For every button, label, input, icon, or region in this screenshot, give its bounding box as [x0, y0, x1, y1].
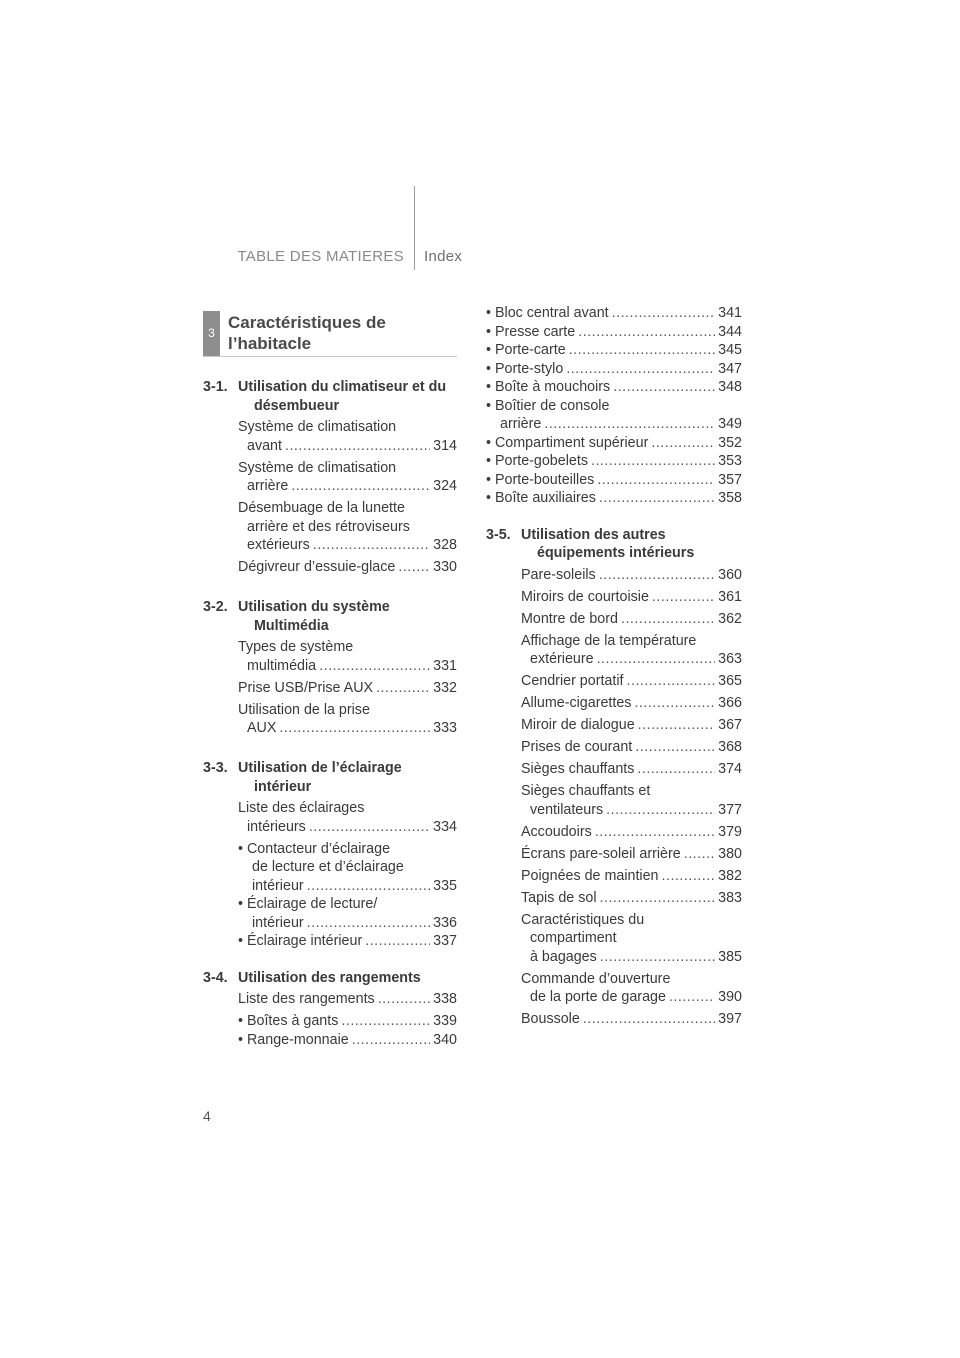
- dot-leader: [638, 716, 715, 735]
- toc-entry[interactable]: [238, 418, 457, 455]
- toc-entry[interactable]: [238, 499, 457, 555]
- dot-leader: [591, 452, 715, 471]
- entry-page-number: 365: [718, 673, 742, 689]
- entry-last-line: [238, 679, 457, 698]
- entry-text-line: Désembuage de la lunette: [238, 500, 405, 516]
- entry-page-number: 366: [718, 695, 742, 711]
- page-number: 4: [203, 1108, 211, 1124]
- entry-text-line: Types de système: [238, 639, 354, 655]
- dot-leader: [578, 323, 715, 342]
- entry-page-number: 349: [718, 416, 742, 432]
- entry-label: Montre de bord: [521, 610, 618, 627]
- entry-last-line: [521, 716, 742, 735]
- entry-page-number: 360: [718, 566, 742, 583]
- index-link[interactable]: Index: [424, 248, 463, 265]
- entry-page-number: 348: [718, 379, 742, 395]
- entry-last-line: [521, 650, 742, 669]
- dot-leader: [285, 437, 430, 456]
- entry-last-line: [486, 471, 742, 490]
- entry-list: [486, 304, 742, 508]
- section-spacer: [203, 741, 457, 759]
- entry-last-line: [486, 452, 742, 471]
- entry-last-line: [238, 877, 457, 896]
- entry-last-line: [521, 738, 742, 757]
- entry-last-line: [521, 889, 742, 908]
- dot-leader: [652, 588, 715, 607]
- toc-entry[interactable]: [521, 716, 742, 735]
- toc-entry[interactable]: [486, 397, 742, 434]
- section-title-text: [238, 969, 457, 988]
- entry-last-line: [521, 823, 742, 842]
- entry-page-number: 331: [433, 657, 457, 674]
- dot-leader: [637, 760, 715, 779]
- toc-entry[interactable]: [521, 1010, 742, 1029]
- entry-label: à bagages: [530, 948, 597, 965]
- toc-entry[interactable]: [486, 378, 742, 397]
- entry-page-number: 380: [718, 845, 742, 862]
- toc-entry[interactable]: [521, 889, 742, 908]
- entry-page-number: 382: [718, 867, 742, 884]
- entry-label: extérieurs: [247, 537, 310, 553]
- dot-leader: [627, 672, 716, 691]
- entry-last-line: [521, 1010, 742, 1029]
- dot-leader: [376, 679, 430, 698]
- entry-last-line: [521, 694, 742, 713]
- toc-entry[interactable]: [486, 304, 742, 323]
- dot-leader: [544, 415, 715, 434]
- entry-page-number: 340: [433, 1031, 457, 1048]
- dot-leader: [684, 845, 715, 864]
- entry-last-line: [238, 818, 457, 837]
- entry-label: • Boîte auxiliaires: [486, 490, 596, 506]
- toc-entry[interactable]: [521, 760, 742, 779]
- dot-leader: [595, 823, 715, 842]
- entry-page-number: 367: [718, 717, 742, 733]
- dot-leader: [606, 801, 715, 820]
- section-title-text: [521, 526, 742, 563]
- entry-page-number: 383: [718, 889, 742, 906]
- entry-page-number: 341: [718, 305, 742, 321]
- dot-leader: [635, 738, 715, 757]
- entry-label: Pare-soleils: [521, 566, 596, 583]
- entry-label: • Éclairage intérieur: [238, 933, 363, 949]
- section-title-line: intérieur: [254, 778, 312, 795]
- entry-page-number: 347: [718, 360, 742, 377]
- section-title-line: Utilisation des rangements: [238, 969, 421, 986]
- entry-page-number: 361: [718, 588, 742, 605]
- section-spacer: [203, 951, 457, 969]
- section-number: 3-3.: [203, 760, 228, 776]
- entry-last-line: [486, 378, 742, 397]
- entry-page-number: 332: [433, 679, 457, 696]
- section-spacer: [486, 508, 742, 526]
- entry-list: [203, 638, 457, 738]
- section-title-line: Multimédia: [254, 617, 329, 634]
- section-title-line: Utilisation des autres: [521, 526, 666, 543]
- entry-label: extérieure: [530, 651, 594, 667]
- section-title: [203, 759, 457, 796]
- entry-last-line: [238, 1012, 457, 1031]
- toc-entry[interactable]: [238, 558, 457, 577]
- entry-page-number: 363: [718, 651, 742, 667]
- section-title-text: [238, 378, 457, 415]
- entry-label: avant: [247, 437, 282, 454]
- entry-page-number: 397: [718, 1011, 742, 1027]
- section-title-line: Utilisation de l’éclairage: [238, 760, 402, 776]
- toc-entry[interactable]: [521, 911, 742, 967]
- toc-column-right: [486, 304, 742, 1032]
- section-title-text: [238, 598, 457, 635]
- entry-text-line: • Contacteur d’éclairage: [238, 840, 391, 857]
- dot-leader: [634, 694, 715, 713]
- dot-leader: [352, 1031, 430, 1050]
- toc-entry[interactable]: [238, 701, 457, 738]
- dot-leader: [309, 818, 430, 837]
- entry-label: Écrans pare-soleil arrière: [521, 845, 681, 862]
- dot-leader: [569, 341, 715, 360]
- entry-label: Cendrier portatif: [521, 673, 624, 689]
- toc-entry[interactable]: [238, 990, 457, 1009]
- entry-page-number: 374: [718, 761, 742, 777]
- section-title-line: Utilisation du système: [238, 599, 390, 615]
- entry-last-line: [238, 657, 457, 676]
- toc-entry[interactable]: [521, 588, 742, 607]
- toc-entry[interactable]: [521, 845, 742, 864]
- entry-last-line: [521, 801, 742, 820]
- entry-last-line: [486, 341, 742, 360]
- dot-leader: [612, 304, 716, 323]
- toc-entry[interactable]: [238, 638, 457, 675]
- dot-leader: [599, 566, 715, 585]
- entry-last-line: [486, 304, 742, 323]
- entry-list: [203, 990, 457, 1049]
- entry-page-number: 328: [433, 537, 457, 553]
- entry-page-number: 352: [718, 434, 742, 451]
- entry-label: AUX: [247, 720, 277, 736]
- entry-text-line: arrière et des rétroviseurs: [247, 518, 410, 535]
- entry-label: arrière: [247, 478, 289, 494]
- toc-entry[interactable]: [238, 932, 457, 951]
- entry-label: Sièges chauffants: [521, 761, 635, 777]
- entry-list: [486, 566, 742, 1029]
- dot-leader: [600, 948, 715, 967]
- entry-last-line: [238, 914, 457, 933]
- entry-text-line: Liste des éclairages: [238, 800, 365, 816]
- entry-label: Prise USB/Prise AUX: [238, 679, 374, 696]
- entry-last-line: [521, 948, 742, 967]
- entry-label: Tapis de sol: [521, 889, 597, 906]
- section-number: 3-1.: [203, 379, 228, 395]
- entry-label: intérieurs: [247, 818, 306, 835]
- entry-text-line: • Boîtier de console: [486, 397, 610, 414]
- chapter-number-tab: 3: [203, 311, 220, 356]
- entry-page-number: 377: [718, 801, 742, 818]
- toc-entry[interactable]: [521, 823, 742, 842]
- entry-page-number: 335: [433, 877, 457, 894]
- entry-label: • Porte-stylo: [486, 360, 564, 377]
- chapter-title: Caractéristiques de l’habitacle: [228, 313, 386, 353]
- entry-last-line: [486, 434, 742, 453]
- dot-leader: [313, 536, 430, 555]
- entry-text-line: compartiment: [530, 930, 617, 946]
- toc-entry[interactable]: [238, 840, 457, 896]
- entry-label: Liste des rangements: [238, 991, 375, 1007]
- entry-last-line: [238, 536, 457, 555]
- entry-last-line: [238, 719, 457, 738]
- entry-label: • Bloc central avant: [486, 305, 609, 321]
- entry-page-number: 362: [718, 610, 742, 627]
- entry-last-line: [521, 610, 742, 629]
- entry-last-line: [486, 360, 742, 379]
- entry-last-line: [521, 672, 742, 691]
- entry-label: • Presse carte: [486, 323, 576, 340]
- entry-page-number: 324: [433, 478, 457, 494]
- dot-leader: [378, 990, 430, 1009]
- toc-entry[interactable]: [238, 895, 457, 932]
- toc-entry[interactable]: [486, 489, 742, 508]
- entry-last-line: [238, 1031, 457, 1050]
- entry-label: Poignées de maintien: [521, 867, 659, 884]
- toc-entry[interactable]: [486, 471, 742, 490]
- dot-leader: [398, 558, 430, 577]
- toc-entry[interactable]: [521, 970, 742, 1007]
- dot-leader: [365, 932, 430, 951]
- entry-label: arrière: [500, 416, 542, 432]
- toc-entry[interactable]: [486, 341, 742, 360]
- entry-page-number: 314: [433, 437, 457, 454]
- toc-entry[interactable]: [521, 782, 742, 819]
- section-title-line: désembueur: [254, 397, 340, 414]
- dot-leader: [613, 378, 715, 397]
- entry-page-number: 368: [718, 739, 742, 755]
- entry-label: Prises de courant: [521, 739, 633, 755]
- entry-text-line: Utilisation de la prise: [238, 701, 370, 718]
- entry-last-line: [521, 566, 742, 585]
- entry-last-line: [521, 760, 742, 779]
- dot-leader: [341, 1012, 430, 1031]
- toc-entry[interactable]: [521, 610, 742, 629]
- entry-label: Miroirs de courtoisie: [521, 588, 649, 605]
- dot-leader: [597, 650, 716, 669]
- entry-last-line: [521, 588, 742, 607]
- entry-label: Allume-cigarettes: [521, 695, 632, 711]
- entry-page-number: 337: [433, 933, 457, 949]
- toc-entry[interactable]: [521, 566, 742, 585]
- toc-entry[interactable]: [521, 738, 742, 757]
- entry-last-line: [521, 988, 742, 1007]
- entry-last-line: [238, 932, 457, 951]
- entry-page-number: 345: [718, 342, 742, 358]
- entry-label: Accoudoirs: [521, 823, 592, 840]
- entry-list: [203, 418, 457, 577]
- entry-label: • Boîtes à gants: [238, 1013, 339, 1029]
- entry-last-line: [521, 845, 742, 864]
- entry-page-number: 330: [433, 559, 457, 575]
- entry-text-line: Sièges chauffants et: [521, 783, 651, 799]
- entry-label: intérieur: [252, 877, 304, 894]
- section-number: 3-5.: [486, 526, 511, 543]
- entry-label: • Compartiment supérieur: [486, 434, 649, 451]
- entry-label: • Porte-bouteilles: [486, 471, 595, 488]
- entry-label: intérieur: [252, 914, 304, 931]
- toc-entry[interactable]: [486, 360, 742, 379]
- toc-entry[interactable]: [486, 434, 742, 453]
- entry-label: • Porte-carte: [486, 342, 566, 358]
- entry-text-line: de lecture et d’éclairage: [252, 859, 404, 875]
- entry-text-line: Caractéristiques du: [521, 911, 645, 928]
- entry-page-number: 334: [433, 818, 457, 835]
- entry-page-number: 390: [718, 989, 742, 1005]
- entry-list: [203, 799, 457, 951]
- toc-entry[interactable]: [521, 632, 742, 669]
- entry-last-line: [486, 415, 742, 434]
- toc-entry[interactable]: [238, 1012, 457, 1031]
- entry-label: • Boîte à mouchoirs: [486, 379, 611, 395]
- entry-label: • Range-monnaie: [238, 1031, 349, 1048]
- entry-label: multimédia: [247, 657, 317, 674]
- section-title: [203, 598, 457, 635]
- entry-page-number: 333: [433, 720, 457, 736]
- entry-page-number: 379: [718, 823, 742, 840]
- dot-leader: [291, 477, 430, 496]
- entry-label: Boussole: [521, 1011, 580, 1027]
- toc-entry[interactable]: [521, 694, 742, 713]
- dot-leader: [597, 471, 715, 490]
- entry-last-line: [521, 867, 742, 886]
- section-title-line: équipements intérieurs: [537, 545, 695, 561]
- entry-label: ventilateurs: [530, 801, 604, 818]
- entry-last-line: [238, 558, 457, 577]
- entry-text-line: Commande d’ouverture: [521, 970, 671, 987]
- entry-label: de la porte de garage: [530, 989, 666, 1005]
- entry-text-line: Affichage de la température: [521, 632, 697, 649]
- entry-last-line: [238, 437, 457, 456]
- entry-page-number: 385: [718, 948, 742, 965]
- dot-leader: [600, 889, 716, 908]
- section-title: [203, 969, 457, 988]
- section-title-text: [238, 759, 457, 796]
- entry-page-number: 339: [433, 1013, 457, 1029]
- section-title: [486, 526, 742, 563]
- entry-page-number: 338: [433, 991, 457, 1007]
- entry-text-line: Système de climatisation: [238, 419, 397, 435]
- section-number: 3-4.: [203, 969, 228, 986]
- toc-column-left: [203, 378, 457, 1049]
- dot-leader: [307, 877, 430, 896]
- section-spacer: [203, 580, 457, 598]
- entry-last-line: [238, 477, 457, 496]
- dot-leader: [566, 360, 715, 379]
- dot-leader: [279, 719, 430, 738]
- entry-page-number: 353: [718, 453, 742, 469]
- toc-entry[interactable]: [486, 323, 742, 342]
- dot-leader: [319, 657, 430, 676]
- toc-entry[interactable]: [238, 1031, 457, 1050]
- dot-leader: [307, 914, 430, 933]
- dot-leader: [583, 1010, 715, 1029]
- dot-leader: [621, 610, 715, 629]
- section-title-line: Utilisation du climatiseur et du: [238, 379, 447, 395]
- toc-entry[interactable]: [238, 799, 457, 836]
- chapter-header: [203, 311, 457, 357]
- section-number: 3-2.: [203, 599, 228, 615]
- entry-label: Miroir de dialogue: [521, 717, 635, 733]
- entry-text-line: • Éclairage de lecture/: [238, 896, 378, 912]
- entry-text-line: Système de climatisation: [238, 459, 397, 476]
- entry-page-number: 336: [433, 914, 457, 931]
- section-title: [203, 378, 457, 415]
- entry-page-number: 358: [718, 490, 742, 506]
- toc-entry[interactable]: [486, 452, 742, 471]
- entry-label: • Porte-gobelets: [486, 453, 588, 469]
- toc-entry[interactable]: [238, 459, 457, 496]
- toc-entry[interactable]: [238, 679, 457, 698]
- toc-link[interactable]: TABLE DES MATIERES: [237, 248, 404, 265]
- dot-leader: [599, 489, 715, 508]
- dot-leader: [651, 434, 715, 453]
- dot-leader: [669, 988, 715, 1007]
- entry-page-number: 357: [718, 471, 742, 488]
- entry-last-line: [238, 990, 457, 1009]
- entry-page-number: 344: [718, 323, 742, 340]
- entry-label: Dégivreur d’essuie-glace: [238, 559, 396, 575]
- entry-last-line: [486, 323, 742, 342]
- toc-entry[interactable]: [521, 672, 742, 691]
- toc-entry[interactable]: [521, 867, 742, 886]
- entry-last-line: [486, 489, 742, 508]
- dot-leader: [662, 867, 716, 886]
- header-divider: [414, 186, 415, 270]
